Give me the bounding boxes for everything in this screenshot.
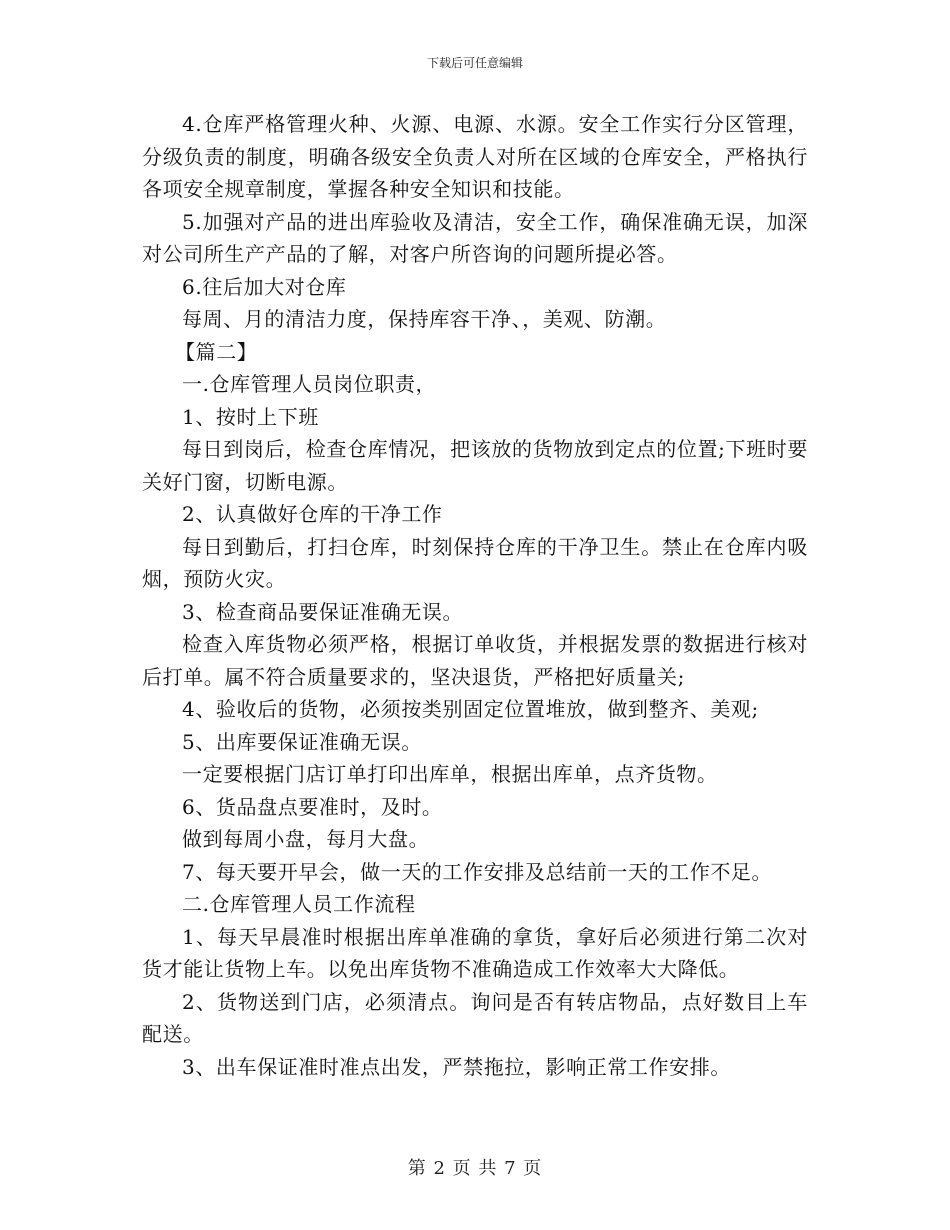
- paragraph-inbound-check: 检查入库货物必须严格，根据订单收货，并根据发票的数据进行核对后打单。属不符合质量要求的，坚决退货，严格把好质量关;: [142, 632, 808, 689]
- paragraph-inventory-schedule: 做到每周小盘，每月大盘。: [182, 827, 430, 851]
- paragraph-cleaning: 每周、月的清洁力度，保持库容干净、，美观、防潮。: [182, 307, 667, 331]
- page-header: 下载后可任意编辑: [426, 56, 523, 70]
- paragraph-5-inspection: 5.加强对产品的进出库验收及清洁，安全工作，确保准确无误，加深对公司所生产产品的了解，对客户所咨询的问题所提必答。: [142, 209, 808, 266]
- workflow-item-2: 2、货物送到门店，必须清点。询问是否有转店物品，点好数目上车配送。: [142, 989, 808, 1046]
- item-3-check-goods: 3、检查商品要保证准确无误。: [182, 599, 464, 624]
- item-7-morning-meeting: 7、每天要开早会，做一天的工作安排及总结前一天的工作不足。: [182, 859, 773, 884]
- workflow-item-1: 1、每天早晨准时根据出库单准确的拿货，拿好后必须进行第二次对货才能让货物上车。以免出库货物不准确造成工作效率大大降低。: [142, 924, 808, 981]
- heading-workflow: 二.仓库管理人员工作流程: [182, 892, 416, 916]
- paragraph-6-warehouse: 6.往后加大对仓库: [182, 274, 347, 299]
- item-4-storage: 4、验收后的货物，必须按类别固定位置堆放，做到整齐、美观;: [182, 697, 759, 721]
- item-1-on-time: 1、按时上下班: [182, 404, 319, 429]
- paragraph-daily-cleaning: 每日到勤后，打扫仓库，时刻保持仓库的干净卫生。禁止在仓库内吸烟，预防火灾。: [142, 534, 808, 591]
- item-6-inventory: 6、货品盘点要准时，及时。: [182, 794, 443, 819]
- page-footer: 第 2 页 共 7 页: [407, 1158, 543, 1179]
- item-2-cleanliness: 2、认真做好仓库的干净工作: [182, 502, 443, 526]
- paragraph-4-fire-safety: 4.仓库严格管理火种、火源、电源、水源。安全工作实行分区管理，分级负责的制度，明确各级安全负责人对所在区域的仓库安全，严格执行各项安全规章制度，掌握各种安全知识和技能。: [142, 112, 808, 201]
- item-5-outbound: 5、出库要保证准确无误。: [182, 729, 422, 754]
- paragraph-daily-check: 每日到岗后，检查仓库情况，把该放的货物放到定点的位置;下班时要关好门窗，切断电源。: [142, 437, 808, 494]
- section-heading-part-two: 【篇二】: [175, 339, 258, 364]
- workflow-item-3: 3、出车保证准时准点出发，严禁拖拉，影响正常工作安排。: [182, 1054, 731, 1079]
- heading-job-duties: 一.仓库管理人员岗位职责，: [182, 372, 437, 396]
- document-body: [142, 108, 808, 1083]
- paragraph-outbound-order: 一定要根据门店订单打印出库单，根据出库单，点齐货物。: [182, 762, 718, 786]
